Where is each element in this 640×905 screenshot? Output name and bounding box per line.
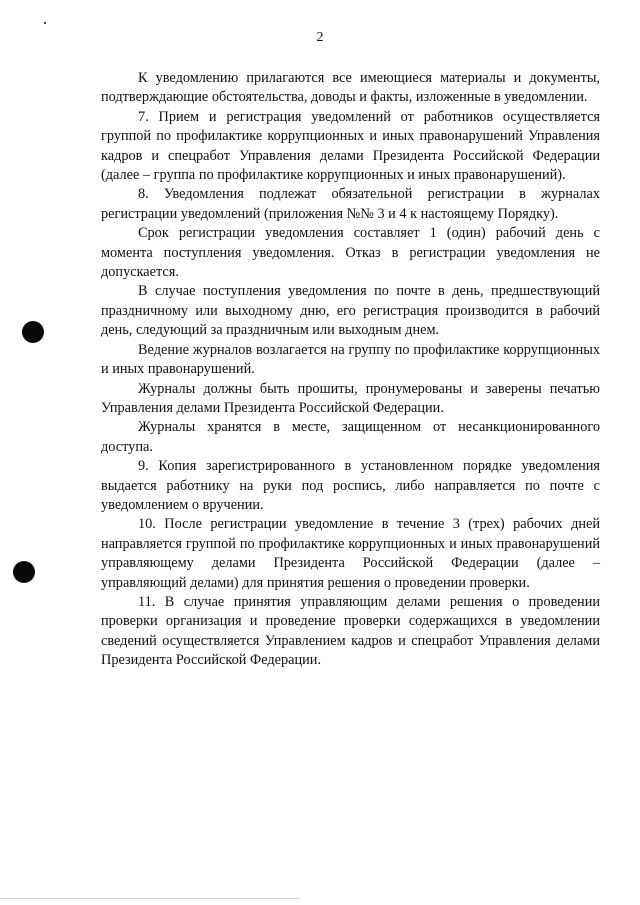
paragraph-11-verification: 11. В случае принятия управляющим делами решения о проведении проверки организация и проведение проверки содержащихся в уведомлении сведений осуществляется Управлением кадров и спецработ Управления делами Президента Российской Федерации.	[101, 593, 600, 669]
scan-speck	[44, 22, 46, 24]
paragraph-journals-keeping: Ведение журналов возлагается на группу по профилактике коррупционных и иных правонарушений.	[101, 341, 600, 378]
document-body	[101, 69, 600, 671]
paragraph-registration-term: Срок регистрации уведомления составляет 1 (один) рабочий день с момента поступления уведомления. Отказ в регистрации уведомления не допускается.	[101, 225, 600, 281]
paragraph-8-registration: 8. Уведомления подлежат обязательной регистрации в журналах регистрации уведомлений (приложения №№ 3 и 4 к настоящему Порядку).	[101, 186, 600, 222]
paragraph-9-copy: 9. Копия зарегистрированного в установленном порядке уведомления выдается работнику на руки под роспись, либо направляется по почте с уведомлением о вручении.	[101, 458, 600, 513]
paragraph-postal-case: В случае поступления уведомления по почте в день, предшествующий праздничному или выходному дню, его регистрация производится в рабочий день, следующий за праздничным или выходным днем.	[101, 283, 600, 339]
page-number: 2	[316, 30, 324, 45]
paragraph-7-reception: 7. Прием и регистрация уведомлений от работников осуществляется группой по профилактике коррупционных и иных правонарушений Управления кадров и спецработ Управления делами Президента Российской Федерации (далее – группа по профилактике коррупционных и иных правонарушений).	[101, 108, 600, 184]
punch-hole-upper	[22, 321, 44, 343]
punch-hole-lower	[13, 561, 35, 583]
paragraph-attachments: К уведомлению прилагаются все имеющиеся материалы и документы, подтверждающие обстоятельства, доводы и факты, изложенные в уведомлении.	[101, 70, 600, 106]
paragraph-journals-storage: Журналы хранятся в месте, защищенном от несанкционированного доступа.	[101, 419, 600, 455]
paragraph-10-forwarding: 10. После регистрации уведомление в течение 3 (трех) рабочих дней направляется группой по профилактике коррупционных и иных правонарушений управляющему делами Президента Российской Федерации (далее – управляющий делами) для принятия решения о проведении проверки.	[101, 516, 600, 591]
paragraph-journals-binding: Журналы должны быть прошиты, пронумерованы и заверены печатью Управления делами Президента Российской Федерации.	[101, 380, 600, 416]
scan-edge-line	[0, 898, 300, 899]
